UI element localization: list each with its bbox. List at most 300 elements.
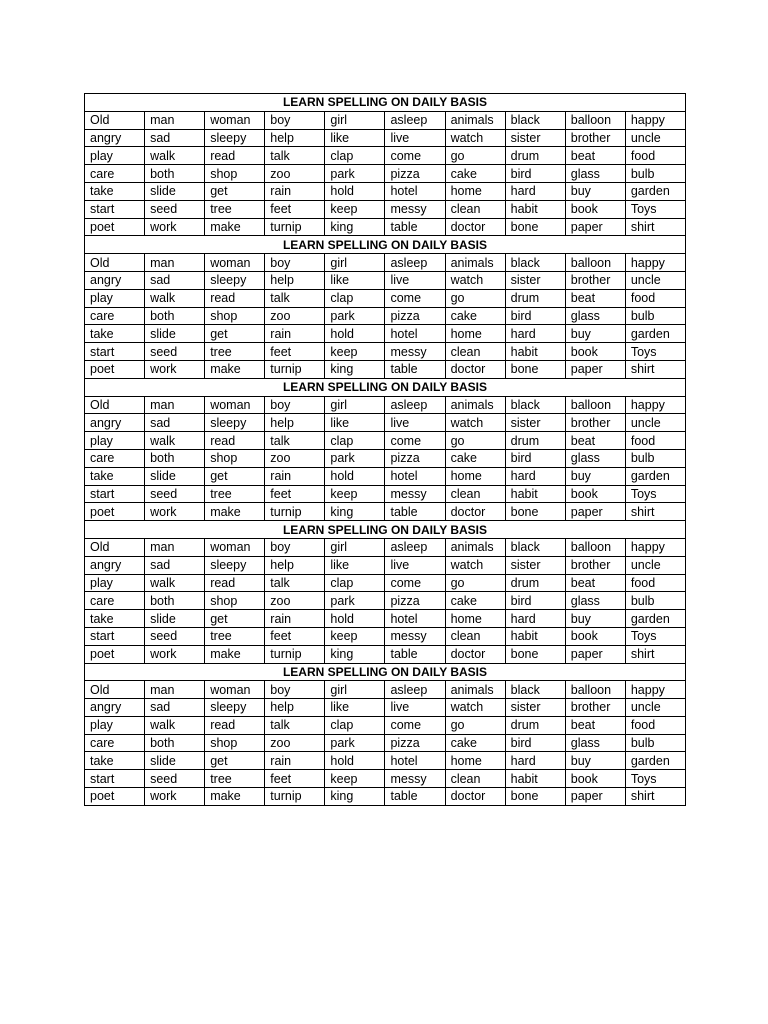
word-cell: work — [145, 218, 205, 236]
word-cell: clean — [445, 200, 505, 218]
word-cell: beat — [565, 147, 625, 165]
word-cell: shop — [205, 449, 265, 467]
word-cell: tree — [205, 770, 265, 788]
word-cell: make — [205, 218, 265, 236]
word-cell: king — [325, 360, 385, 378]
word-cell: doctor — [445, 788, 505, 806]
word-cell: clap — [325, 574, 385, 592]
word-cell: work — [145, 788, 205, 806]
table-row — [85, 254, 686, 272]
table-row — [85, 414, 686, 432]
word-cell: live — [385, 129, 445, 147]
word-cell: balloon — [565, 111, 625, 129]
word-cell: uncle — [625, 699, 685, 717]
word-cell: poet — [85, 218, 145, 236]
word-cell: tree — [205, 485, 265, 503]
word-cell: get — [205, 467, 265, 485]
word-cell: talk — [265, 147, 325, 165]
word-cell: clean — [445, 485, 505, 503]
word-cell: man — [145, 681, 205, 699]
word-cell: happy — [625, 681, 685, 699]
word-cell: live — [385, 271, 445, 289]
table-row — [85, 218, 686, 236]
word-cell: play — [85, 574, 145, 592]
table-row — [85, 681, 686, 699]
word-cell: watch — [445, 129, 505, 147]
word-cell: sleepy — [205, 271, 265, 289]
word-cell: come — [385, 432, 445, 450]
word-cell: balloon — [565, 396, 625, 414]
word-cell: doctor — [445, 645, 505, 663]
word-cell: doctor — [445, 503, 505, 521]
word-cell: glass — [565, 734, 625, 752]
word-cell: sad — [145, 414, 205, 432]
word-cell: pizza — [385, 307, 445, 325]
word-cell: clean — [445, 770, 505, 788]
word-cell: Toys — [625, 200, 685, 218]
word-cell: live — [385, 699, 445, 717]
word-cell: feet — [265, 200, 325, 218]
word-cell: both — [145, 592, 205, 610]
word-cell: both — [145, 307, 205, 325]
word-cell: help — [265, 699, 325, 717]
title-row — [85, 663, 686, 681]
word-cell: hotel — [385, 467, 445, 485]
table-row — [85, 343, 686, 361]
word-cell: Old — [85, 111, 145, 129]
word-cell: paper — [565, 218, 625, 236]
word-cell: clap — [325, 147, 385, 165]
word-cell: park — [325, 165, 385, 183]
word-cell: take — [85, 752, 145, 770]
word-cell: cake — [445, 449, 505, 467]
word-cell: walk — [145, 432, 205, 450]
word-cell: walk — [145, 147, 205, 165]
word-cell: bird — [505, 734, 565, 752]
word-cell: woman — [205, 681, 265, 699]
word-cell: rain — [265, 752, 325, 770]
word-cell: sleepy — [205, 699, 265, 717]
word-cell: sleepy — [205, 556, 265, 574]
word-cell: get — [205, 752, 265, 770]
word-cell: hold — [325, 325, 385, 343]
word-cell: shop — [205, 734, 265, 752]
word-cell: start — [85, 770, 145, 788]
table-row — [85, 396, 686, 414]
table-row — [85, 147, 686, 165]
word-cell: walk — [145, 289, 205, 307]
word-cell: glass — [565, 307, 625, 325]
word-cell: habit — [505, 770, 565, 788]
word-cell: like — [325, 271, 385, 289]
word-cell: drum — [505, 432, 565, 450]
table-row — [85, 788, 686, 806]
word-cell: sad — [145, 556, 205, 574]
word-cell: uncle — [625, 129, 685, 147]
word-cell: turnip — [265, 503, 325, 521]
word-cell: table — [385, 360, 445, 378]
word-cell: drum — [505, 147, 565, 165]
word-cell: messy — [385, 343, 445, 361]
word-cell: hard — [505, 610, 565, 628]
word-cell: take — [85, 182, 145, 200]
word-cell: book — [565, 343, 625, 361]
word-cell: uncle — [625, 271, 685, 289]
word-cell: seed — [145, 343, 205, 361]
word-cell: messy — [385, 485, 445, 503]
word-cell: king — [325, 645, 385, 663]
word-cell: hotel — [385, 610, 445, 628]
word-cell: man — [145, 254, 205, 272]
word-cell: rain — [265, 325, 325, 343]
word-cell: clean — [445, 627, 505, 645]
word-cell: get — [205, 610, 265, 628]
word-cell: asleep — [385, 254, 445, 272]
word-cell: pizza — [385, 734, 445, 752]
word-cell: poet — [85, 788, 145, 806]
word-cell: Toys — [625, 627, 685, 645]
table-row — [85, 182, 686, 200]
word-cell: both — [145, 734, 205, 752]
word-cell: bulb — [625, 734, 685, 752]
title-row — [85, 236, 686, 254]
word-cell: hold — [325, 182, 385, 200]
word-cell: paper — [565, 503, 625, 521]
word-cell: bulb — [625, 307, 685, 325]
word-cell: slide — [145, 467, 205, 485]
word-cell: start — [85, 627, 145, 645]
word-cell: food — [625, 716, 685, 734]
word-cell: seed — [145, 627, 205, 645]
word-cell: home — [445, 467, 505, 485]
word-cell: beat — [565, 289, 625, 307]
word-cell: girl — [325, 254, 385, 272]
word-cell: bulb — [625, 449, 685, 467]
word-cell: hold — [325, 467, 385, 485]
section-title: LEARN SPELLING ON DAILY BASIS — [85, 663, 686, 681]
table-row — [85, 325, 686, 343]
word-cell: animals — [445, 111, 505, 129]
word-cell: Toys — [625, 485, 685, 503]
word-cell: buy — [565, 752, 625, 770]
word-cell: like — [325, 699, 385, 717]
word-cell: king — [325, 503, 385, 521]
word-cell: pizza — [385, 165, 445, 183]
word-cell: take — [85, 467, 145, 485]
word-cell: drum — [505, 716, 565, 734]
section-title: LEARN SPELLING ON DAILY BASIS — [85, 521, 686, 539]
table-row — [85, 200, 686, 218]
word-cell: cake — [445, 592, 505, 610]
word-cell: read — [205, 289, 265, 307]
word-cell: angry — [85, 271, 145, 289]
word-cell: poet — [85, 645, 145, 663]
table-row — [85, 467, 686, 485]
word-cell: read — [205, 574, 265, 592]
word-cell: man — [145, 538, 205, 556]
word-cell: angry — [85, 414, 145, 432]
table-row — [85, 574, 686, 592]
word-cell: woman — [205, 396, 265, 414]
word-cell: doctor — [445, 360, 505, 378]
word-cell: food — [625, 574, 685, 592]
word-cell: clap — [325, 289, 385, 307]
section-title: LEARN SPELLING ON DAILY BASIS — [85, 378, 686, 396]
word-cell: animals — [445, 254, 505, 272]
table-row — [85, 271, 686, 289]
word-cell: black — [505, 254, 565, 272]
word-cell: hold — [325, 752, 385, 770]
table-row — [85, 627, 686, 645]
word-cell: tree — [205, 343, 265, 361]
word-cell: talk — [265, 574, 325, 592]
table-row — [85, 610, 686, 628]
word-cell: zoo — [265, 165, 325, 183]
word-cell: hard — [505, 467, 565, 485]
word-cell: take — [85, 610, 145, 628]
word-cell: play — [85, 147, 145, 165]
word-cell: habit — [505, 485, 565, 503]
word-cell: come — [385, 289, 445, 307]
word-cell: work — [145, 360, 205, 378]
word-cell: brother — [565, 129, 625, 147]
word-cell: beat — [565, 574, 625, 592]
word-cell: home — [445, 182, 505, 200]
word-cell: keep — [325, 343, 385, 361]
word-cell: home — [445, 325, 505, 343]
word-cell: live — [385, 556, 445, 574]
word-cell: read — [205, 147, 265, 165]
word-cell: pizza — [385, 592, 445, 610]
word-cell: sister — [505, 414, 565, 432]
word-cell: messy — [385, 627, 445, 645]
word-cell: bone — [505, 503, 565, 521]
word-cell: beat — [565, 432, 625, 450]
word-cell: tree — [205, 627, 265, 645]
word-cell: Toys — [625, 343, 685, 361]
word-cell: glass — [565, 592, 625, 610]
word-cell: help — [265, 129, 325, 147]
word-cell: work — [145, 645, 205, 663]
word-cell: bone — [505, 645, 565, 663]
word-cell: clap — [325, 432, 385, 450]
word-cell: man — [145, 111, 205, 129]
word-cell: woman — [205, 111, 265, 129]
word-cell: seed — [145, 770, 205, 788]
word-cell: shop — [205, 307, 265, 325]
word-cell: uncle — [625, 414, 685, 432]
word-cell: happy — [625, 538, 685, 556]
word-cell: man — [145, 396, 205, 414]
word-cell: table — [385, 788, 445, 806]
word-cell: bird — [505, 592, 565, 610]
word-cell: keep — [325, 770, 385, 788]
table-row — [85, 556, 686, 574]
table-row — [85, 360, 686, 378]
word-cell: zoo — [265, 734, 325, 752]
table-row — [85, 592, 686, 610]
word-cell: girl — [325, 681, 385, 699]
word-cell: both — [145, 449, 205, 467]
word-cell: rain — [265, 467, 325, 485]
word-cell: make — [205, 503, 265, 521]
table-row — [85, 485, 686, 503]
word-cell: hold — [325, 610, 385, 628]
word-cell: animals — [445, 396, 505, 414]
word-cell: play — [85, 716, 145, 734]
word-cell: hotel — [385, 182, 445, 200]
word-cell: turnip — [265, 645, 325, 663]
word-cell: woman — [205, 538, 265, 556]
word-cell: watch — [445, 699, 505, 717]
word-cell: walk — [145, 716, 205, 734]
word-cell: hotel — [385, 325, 445, 343]
word-cell: park — [325, 449, 385, 467]
word-cell: hotel — [385, 752, 445, 770]
word-cell: boy — [265, 538, 325, 556]
word-cell: read — [205, 432, 265, 450]
word-cell: get — [205, 325, 265, 343]
word-cell: talk — [265, 289, 325, 307]
word-cell: slide — [145, 182, 205, 200]
word-cell: keep — [325, 200, 385, 218]
word-cell: zoo — [265, 449, 325, 467]
word-cell: care — [85, 592, 145, 610]
word-cell: care — [85, 165, 145, 183]
spelling-table — [84, 93, 686, 806]
word-cell: park — [325, 734, 385, 752]
word-cell: slide — [145, 325, 205, 343]
word-cell: garden — [625, 610, 685, 628]
word-cell: live — [385, 414, 445, 432]
table-row — [85, 129, 686, 147]
word-cell: balloon — [565, 538, 625, 556]
word-cell: angry — [85, 699, 145, 717]
section-title: LEARN SPELLING ON DAILY BASIS — [85, 236, 686, 254]
word-cell: table — [385, 218, 445, 236]
table-row — [85, 770, 686, 788]
word-cell: boy — [265, 111, 325, 129]
word-cell: garden — [625, 752, 685, 770]
word-cell: black — [505, 538, 565, 556]
word-cell: shirt — [625, 360, 685, 378]
table-row — [85, 645, 686, 663]
word-cell: angry — [85, 129, 145, 147]
word-cell: brother — [565, 271, 625, 289]
word-cell: cake — [445, 734, 505, 752]
word-cell: keep — [325, 485, 385, 503]
word-cell: girl — [325, 538, 385, 556]
word-cell: turnip — [265, 788, 325, 806]
word-cell: king — [325, 218, 385, 236]
word-cell: buy — [565, 467, 625, 485]
word-cell: poet — [85, 360, 145, 378]
word-cell: food — [625, 289, 685, 307]
word-cell: sad — [145, 129, 205, 147]
word-cell: read — [205, 716, 265, 734]
word-cell: care — [85, 449, 145, 467]
table-row — [85, 716, 686, 734]
word-cell: paper — [565, 645, 625, 663]
word-cell: bird — [505, 449, 565, 467]
table-row — [85, 289, 686, 307]
word-cell: seed — [145, 200, 205, 218]
word-cell: cake — [445, 307, 505, 325]
word-cell: habit — [505, 627, 565, 645]
word-cell: help — [265, 271, 325, 289]
word-cell: shop — [205, 165, 265, 183]
word-cell: girl — [325, 396, 385, 414]
word-cell: boy — [265, 681, 325, 699]
table-row — [85, 503, 686, 521]
word-cell: Old — [85, 396, 145, 414]
word-cell: balloon — [565, 254, 625, 272]
word-cell: feet — [265, 485, 325, 503]
word-cell: go — [445, 574, 505, 592]
word-cell: buy — [565, 610, 625, 628]
word-cell: boy — [265, 396, 325, 414]
word-cell: rain — [265, 610, 325, 628]
word-cell: start — [85, 343, 145, 361]
word-cell: talk — [265, 432, 325, 450]
word-cell: bone — [505, 218, 565, 236]
table-row — [85, 538, 686, 556]
word-cell: buy — [565, 325, 625, 343]
word-cell: like — [325, 556, 385, 574]
word-cell: sister — [505, 556, 565, 574]
word-cell: sleepy — [205, 414, 265, 432]
word-cell: angry — [85, 556, 145, 574]
word-cell: paper — [565, 360, 625, 378]
word-cell: brother — [565, 556, 625, 574]
word-cell: both — [145, 165, 205, 183]
word-cell: drum — [505, 289, 565, 307]
word-cell: watch — [445, 271, 505, 289]
table-row — [85, 449, 686, 467]
word-cell: habit — [505, 200, 565, 218]
word-cell: balloon — [565, 681, 625, 699]
word-cell: seed — [145, 485, 205, 503]
word-cell: sister — [505, 129, 565, 147]
word-cell: feet — [265, 343, 325, 361]
word-cell: help — [265, 556, 325, 574]
word-cell: come — [385, 716, 445, 734]
word-cell: Old — [85, 538, 145, 556]
word-cell: keep — [325, 627, 385, 645]
word-cell: happy — [625, 396, 685, 414]
table-row — [85, 734, 686, 752]
word-cell: black — [505, 396, 565, 414]
word-cell: Old — [85, 681, 145, 699]
word-cell: glass — [565, 449, 625, 467]
word-cell: black — [505, 111, 565, 129]
word-cell: Toys — [625, 770, 685, 788]
word-cell: slide — [145, 610, 205, 628]
table-row — [85, 752, 686, 770]
word-cell: bulb — [625, 165, 685, 183]
word-cell: play — [85, 432, 145, 450]
word-cell: tree — [205, 200, 265, 218]
word-cell: get — [205, 182, 265, 200]
word-cell: asleep — [385, 111, 445, 129]
word-cell: sleepy — [205, 129, 265, 147]
word-cell: go — [445, 432, 505, 450]
word-cell: messy — [385, 770, 445, 788]
word-cell: book — [565, 200, 625, 218]
word-cell: feet — [265, 770, 325, 788]
word-cell: slide — [145, 752, 205, 770]
word-cell: shirt — [625, 645, 685, 663]
